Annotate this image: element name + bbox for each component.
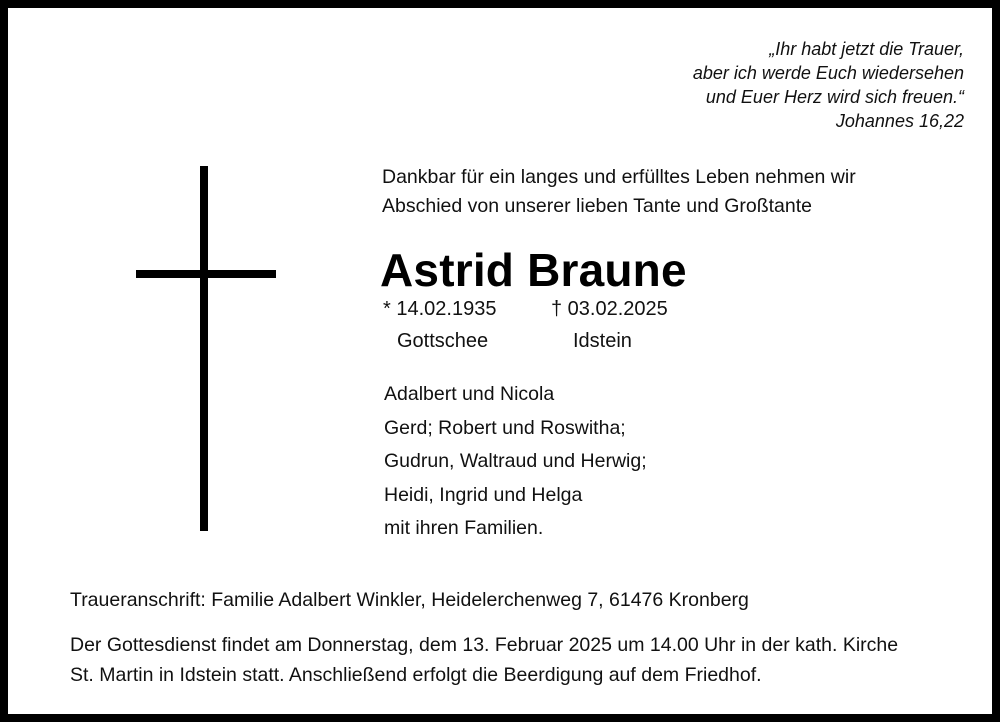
death-date: † 03.02.2025 [551,298,668,320]
mourning-address: Traueranschrift: Familie Adalbert Winkler, Heidelerchenweg 7, 61476 Kronberg [70,589,749,611]
intro-text [382,163,856,221]
deceased-name: Astrid Braune [380,244,687,296]
birth-date: * 14.02.1935 [383,298,497,320]
death-place: Idstein [573,330,632,352]
intro-line: Dankbar für ein langes und erfülltes Leben nehmen wir [382,166,856,188]
mourner-line: mit ihren Familien. [384,517,544,539]
birth-place: Gottschee [397,330,489,352]
mourner-line: Gerd; Robert und Roswitha; [384,416,626,439]
quote-source: Johannes 16,22 [835,111,964,131]
quote-line: und Euer Herz wird sich freuen.“ [705,87,964,107]
life-dates [383,295,713,355]
mourner-line: Heidi, Ingrid und Helga [384,483,583,506]
service-info [70,630,898,690]
mourners-list [384,378,647,546]
cross-horizontal-bar [136,270,276,278]
intro-line: Abschied von unserer lieben Tante und Großtante [382,195,812,217]
mourner-line: Gudrun, Waltraud und Herwig; [384,450,647,472]
cross-vertical-bar [200,166,208,531]
service-line: St. Martin in Idstein statt. Anschließend erfolgt die Beerdigung auf dem Friedhof. [70,664,762,686]
bible-quote [693,37,964,133]
mourner-line: Adalbert und Nicola [384,383,555,405]
quote-line: aber ich werde Euch wiedersehen [692,63,964,83]
quote-line: „Ihr habt jetzt die Trauer, [769,39,964,59]
service-line: Der Gottesdienst findet am Donnerstag, dem 13. Februar 2025 um 14.00 Uhr in der kath. Kirche [70,634,899,656]
